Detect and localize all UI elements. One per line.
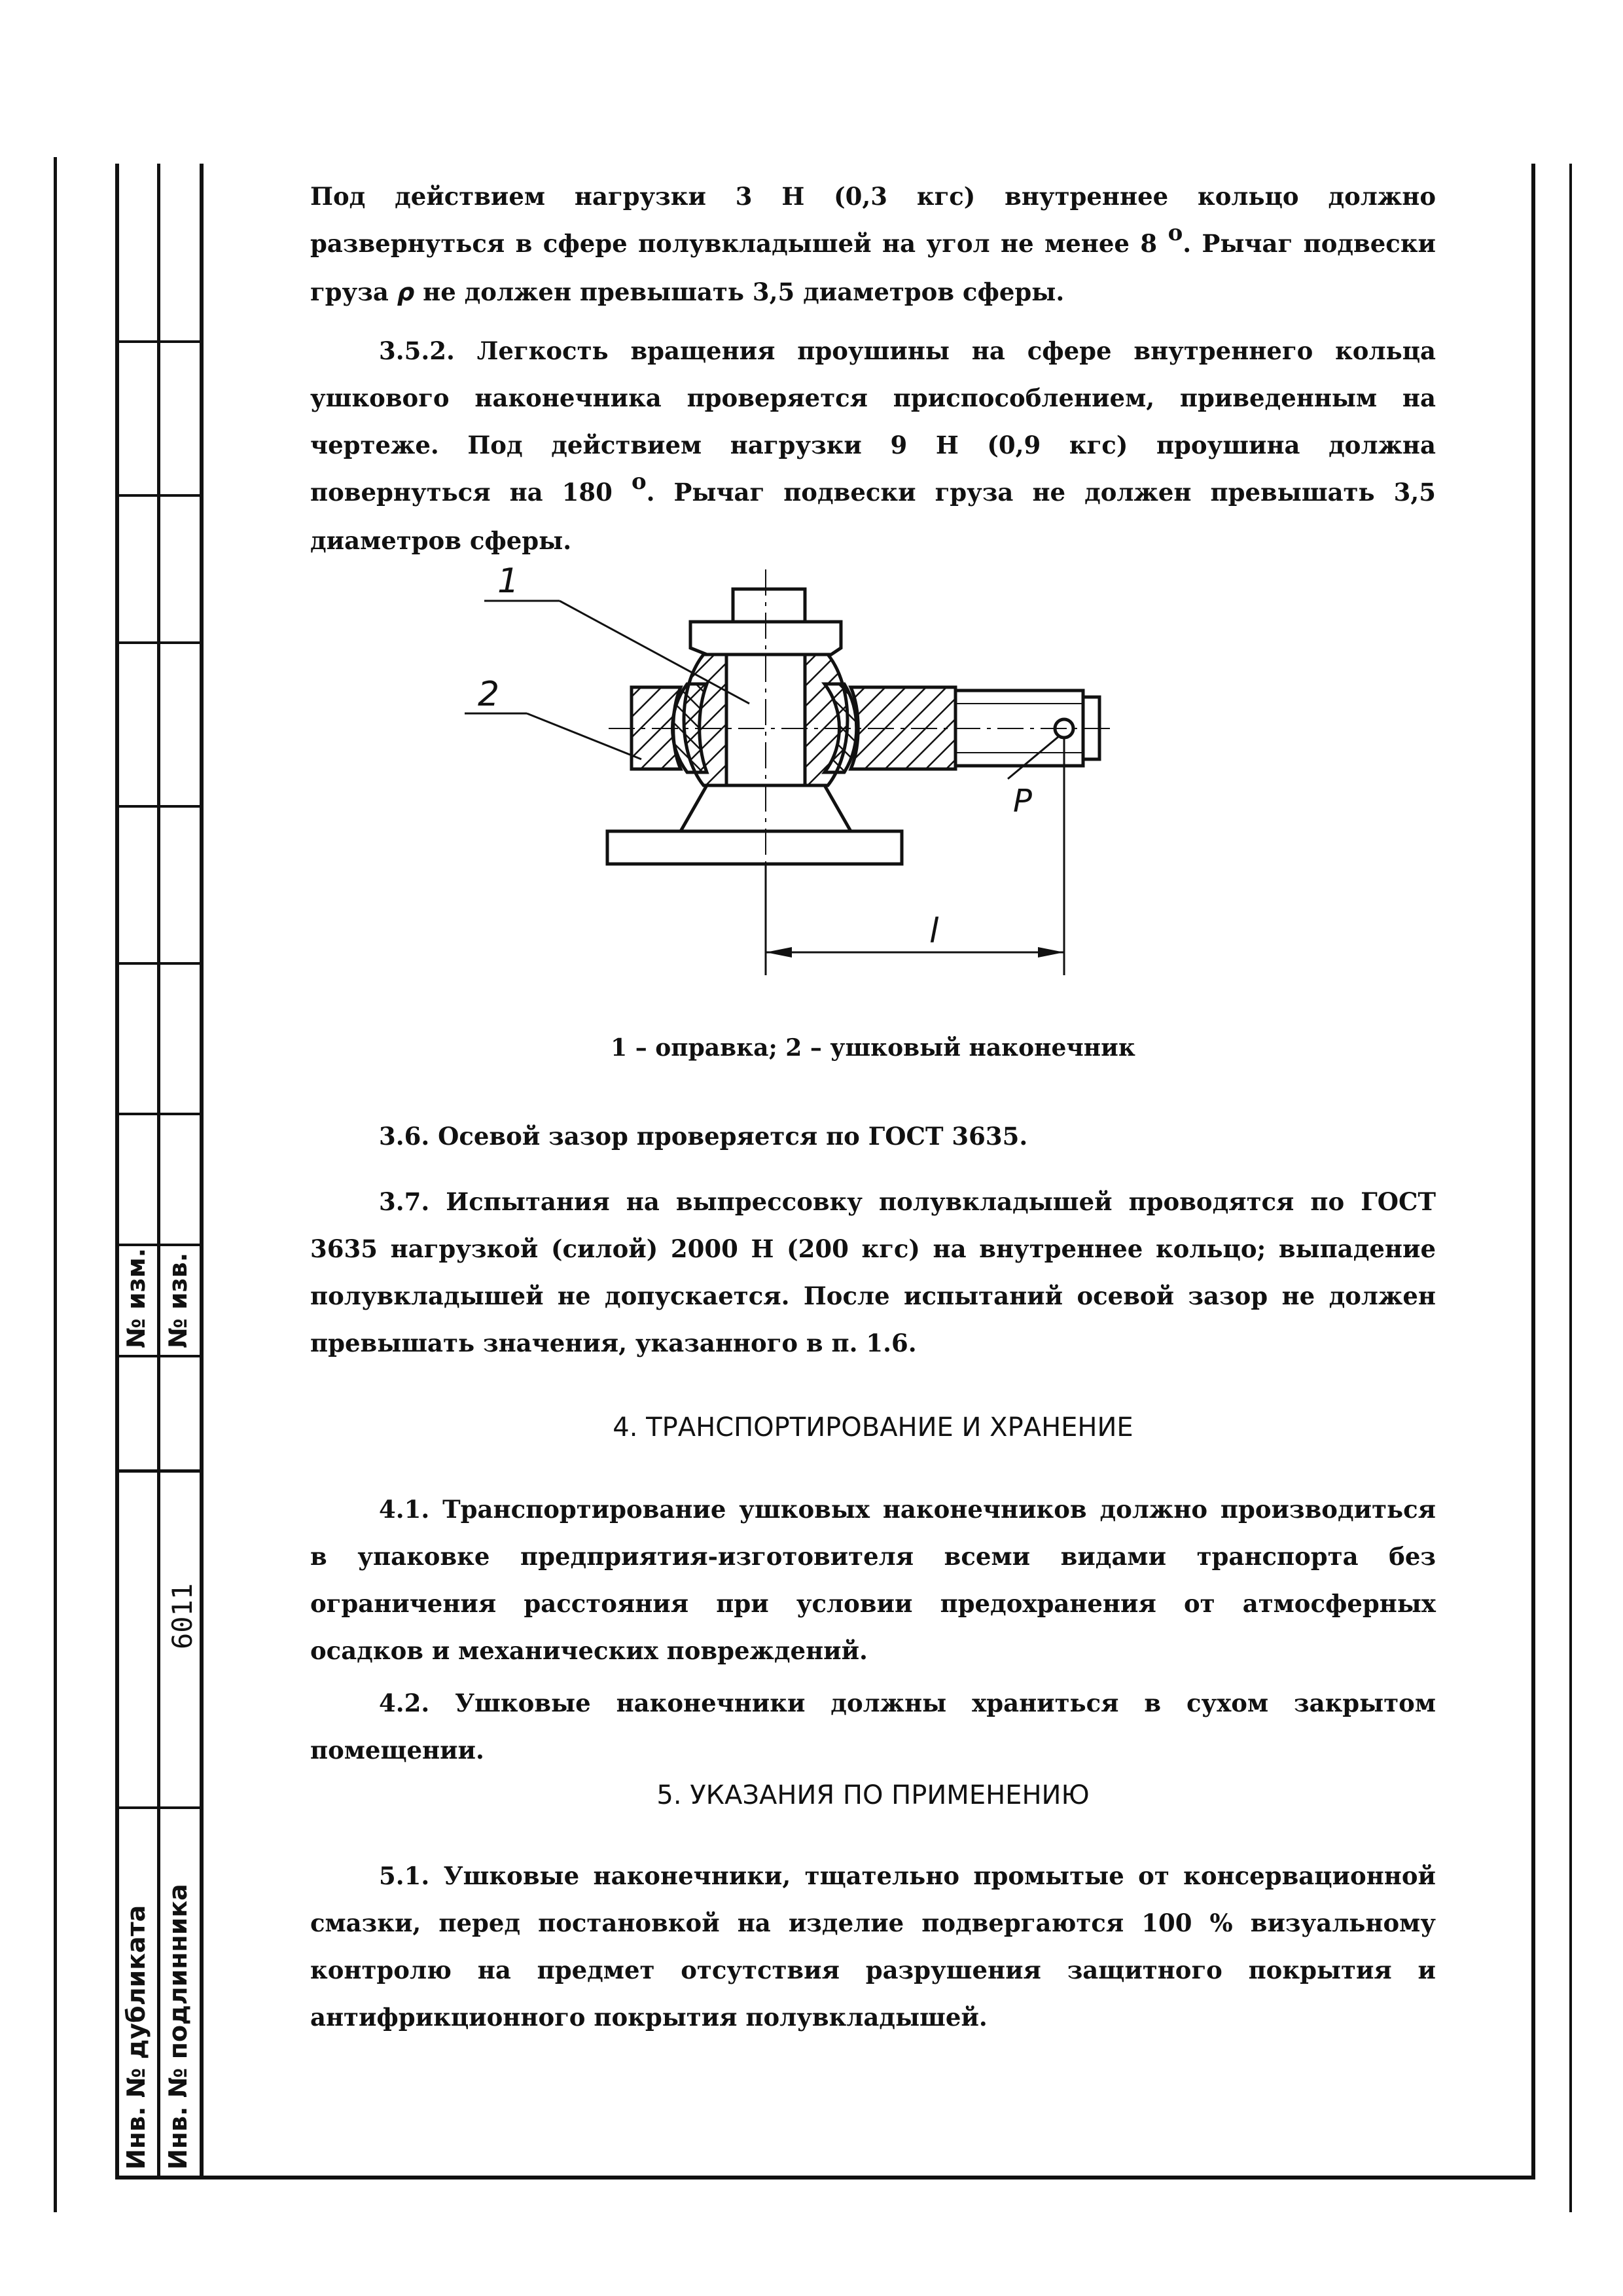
frame-stamp-mid: [157, 164, 160, 2179]
stamp-no-izm: № изм.: [122, 1247, 151, 1348]
section-title-4: 4. ТРАНСПОРТИРОВАНИЕ И ХРАНЕНИЕ: [613, 1412, 1133, 1443]
stamp-divider: [115, 1806, 204, 1809]
label-p: P: [1013, 783, 1032, 819]
fixture-drawing: [445, 556, 1198, 1028]
label-2: 2: [478, 675, 500, 714]
stamp-doc-number: 6011: [166, 1583, 198, 1649]
frame-right: [1531, 164, 1535, 2179]
section-title-5: 5. УКАЗАНИЯ ПО ПРИМЕНЕНИЮ: [656, 1780, 1090, 1810]
stamp-divider: [115, 340, 204, 343]
paragraph-3-7: [310, 1178, 1436, 1367]
text-intro-1: Под действием нагрузки 3 Н (0,3 кгс) внутреннее кольцо должно развернуться в сфере полувкладышей на угол не менее 8: [310, 182, 1436, 258]
text-intro-3: не должен превышать 3,5 диаметров сферы.: [423, 278, 1065, 306]
stamp-divider: [115, 1355, 204, 1357]
stamp-inv-podl: Инв. № подлинника: [164, 1884, 192, 2170]
base-plate: [607, 831, 902, 864]
text-4-2: 4.2. Ушковые наконечники должны храниться в сухом закрытом помещении.: [310, 1689, 1436, 1765]
label-1: 1: [497, 562, 520, 601]
stamp-divider: [115, 1469, 204, 1473]
stamp-divider: [115, 1113, 204, 1115]
paragraph-5-1: [310, 1852, 1436, 2041]
symbol-rho: ρ: [397, 278, 415, 306]
stamp-divider: [115, 962, 204, 965]
degree-sign: о: [1168, 220, 1183, 246]
stamp-divider: [115, 494, 204, 497]
text-3-6: 3.6. Осевой зазор проверяется по ГОСТ 3635.: [379, 1122, 1028, 1151]
label-l: l: [929, 912, 939, 951]
paragraph-3-6: [310, 1113, 1436, 1160]
figure-caption: 1 – оправка; 2 – ушковый наконечник: [611, 1034, 1135, 1062]
stamp-divider: [115, 805, 204, 808]
stamp-divider: [115, 1244, 204, 1246]
frame-right-outer: [1569, 164, 1572, 2212]
paragraph-4-2: [310, 1679, 1436, 1774]
text-4-1: 4.1. Транспортирование ушковых наконечников должно производиться в упаковке предприятия-изготовителя всеми видами транспорта без ограничения расстояния при условии предохранения от атмосферных осадков и механических повреждений.: [310, 1495, 1436, 1665]
text-352-b: . Рычаг подвески груза не должен превышать 3,5 диаметров сферы.: [310, 478, 1436, 555]
frame-stamp-right: [200, 164, 204, 2179]
stamp-no-izv: № изв.: [164, 1252, 192, 1348]
text-352-a: 3.5.2. Легкость вращения проушины на сфере внутреннего кольца ушкового наконечника проверяется приспособлением, приведенным на чертеже. Под действием нагрузки 9 Н (0,9 кгс) проушина должна повернуться на 180: [310, 336, 1436, 507]
degree-sign: о: [631, 469, 647, 495]
nut-top: [733, 589, 805, 622]
frame-bottom: [115, 2176, 1535, 2179]
paragraph-4-1: [310, 1486, 1436, 1674]
text-5-1: 5.1. Ушковые наконечники, тщательно промытые от консервационной смазки, перед постановкой на изделие подвергаются 100 % визуальному контролю на предмет отсутствия разрушения защитного покрытия и антифрикционного покрытия полувкладышей.: [310, 1861, 1436, 2032]
frame-stamp-left: [115, 164, 119, 2179]
stamp-inv-dubl: Инв. № дубликата: [122, 1905, 151, 2170]
text-intro-2: . Рычаг подвески груза: [310, 229, 1436, 306]
paragraph-intro: [310, 173, 1436, 316]
frame-left-outer: [54, 157, 57, 2212]
text-3-7: 3.7. Испытания на выпрессовку полувкладышей проводятся по ГОСТ 3635 нагрузкой (силой) 2000 Н (200 кгс) на внутреннее кольцо; выпадение полувкладышей не допускается. После испытаний осевой зазор не должен превышать значения, указанного в п. 1.6.: [310, 1187, 1436, 1357]
paragraph-3-5-2: [310, 327, 1436, 564]
stamp-divider: [115, 641, 204, 644]
